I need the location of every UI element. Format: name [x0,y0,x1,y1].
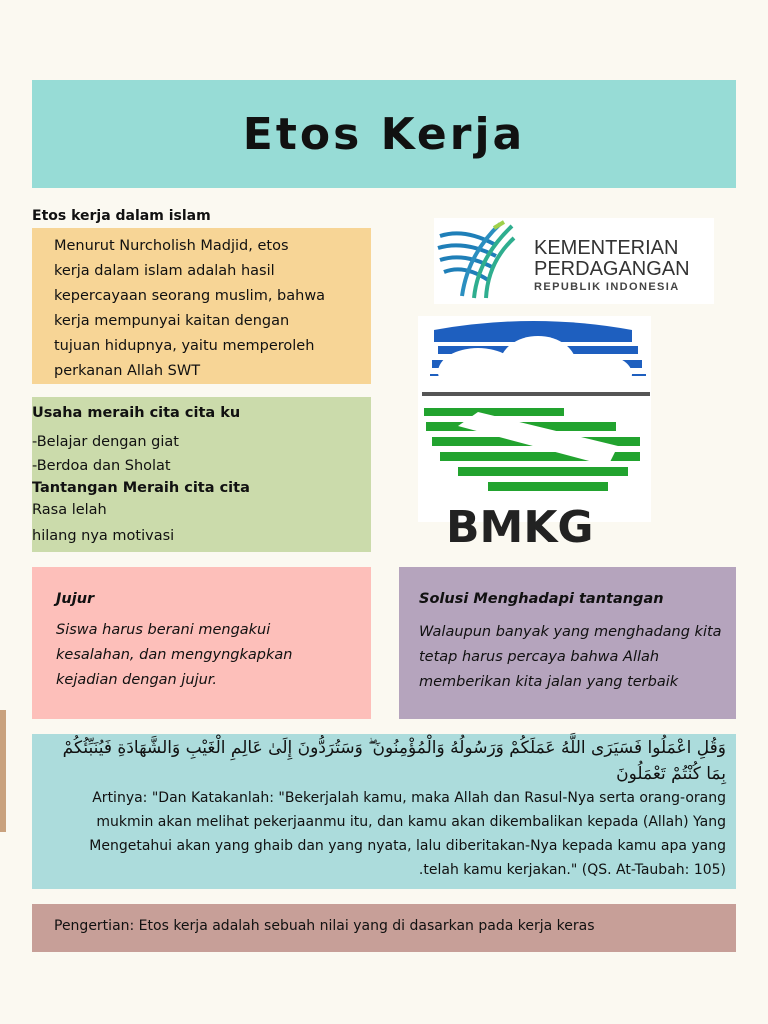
side-strip [0,710,6,832]
kemendag-line3: REPUBLIK INDONESIA [534,281,680,293]
kemendag-logo [434,218,714,304]
cita-cita-box [32,397,371,552]
section1-heading: Etos kerja dalam islam [32,208,211,224]
section1-line: tujuan hidupnya, yaitu memperoleh [54,338,315,354]
pengertian-box [32,904,736,952]
bmkg-logo [418,316,651,553]
jujur-line: kesalahan, dan mengyngkapkan [56,647,293,663]
title-banner [32,80,736,188]
solusi-line: Walaupun banyak yang menghadang kita [419,624,722,640]
etos-islam-box [32,228,371,384]
quran-arabic-line: بِمَا كُنْتُمْ تَعْمَلُونَ [616,764,726,784]
artinya-line: mukmin akan melihat pekerjaanmu itu, dan kamu akan dikembalikan kepada (Allah) Yang [96,814,726,830]
section1-line: kepercayaan seorang muslim, bahwa [54,288,326,304]
section2-item: hilang nya motivasi [32,528,175,544]
section1-line: Menurut Nurcholish Madjid, etos [54,238,289,254]
quran-arabic-line: وَقُلِ اعْمَلُوا فَسَيَرَى اللَّهُ عَمَلَكُمْ وَرَسُولُهُ وَالْمُؤْمِنُونَ ۖ وَسَتُرَدُّونَ إِلَىٰ عَالِمِ الْغَيْبِ وَالشَّهَادَةِ فَيُنَبِّئُكُمْ [62,738,726,758]
pengertian-text: Pengertian: Etos kerja adalah sebuah nilai yang di dasarkan pada kerja keras [54,918,595,934]
section2-item: -Belajar dengan giat [32,434,179,450]
quran-box [32,734,736,889]
artinya-line: .telah kamu kerjakan." (QS. At-Taubah: 105) [418,862,726,878]
jujur-line: Siswa harus berani mengakui [56,622,271,638]
solusi-box [399,567,736,719]
kemendag-line2: PERDAGANGAN [534,258,690,280]
solusi-line: tetap harus percaya bahwa Allah [419,649,660,665]
section2-heading: Usaha meraih cita cita ku [32,405,241,421]
section2-item: Rasa lelah [32,502,107,518]
section1-line: kerja mempunyai kaitan dengan [54,313,290,329]
solusi-line: memberikan kita jalan yang terbaik [419,674,679,690]
bmkg-emblem-icon [418,316,651,553]
kemendag-emblem-icon [434,218,518,304]
jujur-heading: Jujur [56,591,95,607]
page-title: Etos Kerja [242,108,526,160]
artinya-line: Artinya: "Dan Katakanlah: "Bekerjalah kamu, maka Allah dan Rasul-Nya serta orang-orang [92,790,726,806]
bmkg-text: BMKG [446,502,594,553]
jujur-box [32,567,371,719]
artinya-line: Mengetahui akan yang ghaib dan yang nyata, lalu diberitakan-Nya kepada kamu apa yang [89,838,726,854]
section1-line: kerja dalam islam adalah hasil [54,263,275,279]
section2-heading-2: Tantangan Meraih cita cita [32,480,250,496]
section2-item: -Berdoa dan Sholat [32,458,171,474]
jujur-line: kejadian dengan jujur. [56,672,218,688]
section1-line: perkanan Allah SWT [54,363,201,379]
solusi-heading: Solusi Menghadapi tantangan [419,591,664,607]
kemendag-line1: KEMENTERIAN [534,237,679,259]
